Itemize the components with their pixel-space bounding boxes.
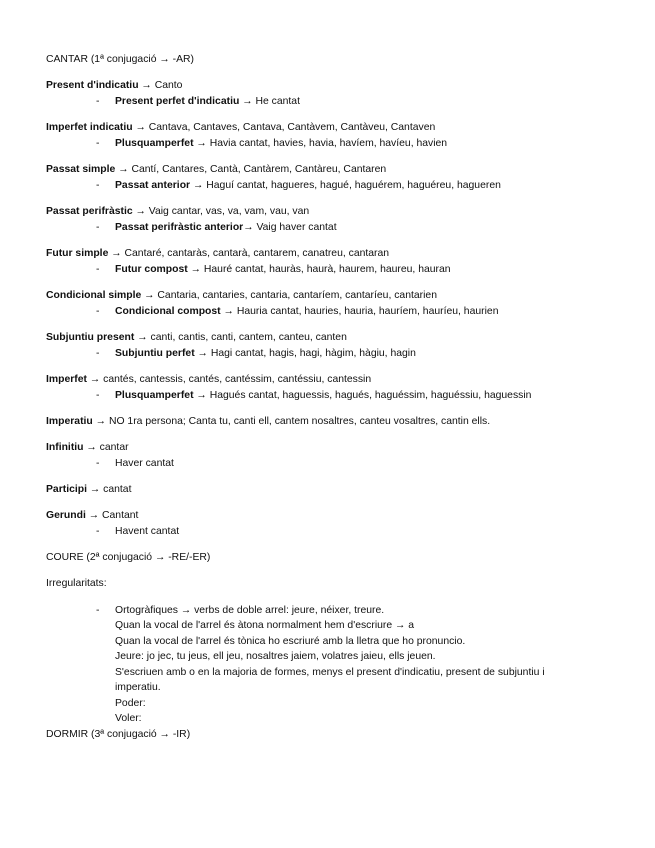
bullet-dash: - [96, 96, 100, 107]
conjugation-text: → Cantaria, cantaries, cantaria, cantaríem, cantaríeu, cantarien [141, 290, 437, 301]
conjugation-text: → Hagués cantat, haguessis, hagués, haguéssim, haguéssiu, haguessin [193, 390, 532, 401]
condicional-compost-line [96, 305, 498, 318]
conjugation-text: → Vaig haver cantat [243, 222, 337, 233]
bullet-dash: - [96, 348, 100, 359]
conjugation-text: → Canto [138, 80, 183, 91]
tense-label: Plusquamperfet [115, 138, 194, 149]
bullet-dash: - [96, 605, 100, 616]
imperatiu-line [46, 415, 490, 428]
passat-anterior-line [96, 179, 501, 192]
tense-label: Infinitiu [46, 442, 84, 453]
conjugation-text: → cantat [87, 484, 132, 495]
note-line: S'escriuen amb o en la majoria de formes, menys el present d'indicatiu, present de subjuntiu i [115, 667, 545, 678]
bullet-dash: - [96, 458, 100, 469]
bullet-dash: - [96, 306, 100, 317]
bullet-dash: - [96, 180, 100, 191]
futur-compost-line [96, 263, 451, 276]
conjugation-text: → NO 1ra persona; Canta tu, canti ell, cantem nosaltres, canteu vosaltres, cantin ells. [92, 416, 491, 427]
cantar-heading: CANTAR (1ª conjugació → -AR) [46, 54, 195, 65]
passat-perifrastic-line [46, 205, 309, 218]
conjugation-text: → Hauria cantat, hauries, hauria, hauríem, hauríeu, haurien [220, 306, 499, 317]
dormir-heading: DORMIR (3ª conjugació → -IR) [46, 729, 191, 740]
bullet-dash: - [96, 222, 100, 233]
participi-line [46, 483, 131, 496]
tense-label: Present d'indicatiu [46, 80, 139, 91]
conjugation-text: → cantés, cantessis, cantés, cantéssim, cantéssiu, cantessin [87, 374, 372, 385]
conjugation-text: → Haguí cantat, hagueres, hagué, haguérem, haguéreu, hagueren [190, 180, 501, 191]
tense-label: Passat perifràstic [46, 206, 133, 217]
present-indicatiu-line [46, 79, 182, 92]
conjugation-text: → Cantava, Cantaves, Cantava, Cantàvem, Cantàveu, Cantaven [132, 122, 436, 133]
conjugation-text: → Vaig cantar, vas, va, vam, vau, van [132, 206, 310, 217]
conjugation-text: → Hauré cantat, hauràs, haurà, haurem, haureu, hauran [187, 264, 451, 275]
note-line: Voler: [115, 713, 142, 724]
tense-label: Passat simple [46, 164, 116, 175]
coure-heading: COURE (2ª conjugació → -RE/-ER) [46, 552, 211, 563]
irregularitats-heading: Irregularitats: [46, 578, 107, 589]
subjuntiu-present-line [46, 331, 347, 344]
passat-simple-line [46, 163, 386, 176]
note-line: Quan la vocal de l'arrel és tònica ho escriuré amb la lletra que ho pronuncio. [115, 636, 466, 647]
conjugation-text: → Cantaré, cantaràs, cantarà, cantarem, canatreu, cantaran [108, 248, 390, 259]
conjugation-text: → Cantí, Cantares, Cantà, Cantàrem, Cantàreu, Cantaren [115, 164, 387, 175]
tense-label: Present perfet d'indicatiu [115, 96, 240, 107]
infinitiu-line [46, 441, 129, 454]
note-line: Poder: [115, 698, 146, 709]
tense-label: Futur compost [115, 264, 188, 275]
tense-label: Futur simple [46, 248, 109, 259]
conjugation-text: → canti, cantis, canti, cantem, canteu, canten [134, 332, 347, 343]
conjugation-text: Havent cantat [115, 526, 180, 537]
imperfet-indicatiu-line [46, 121, 435, 134]
gerundi-line [46, 509, 138, 522]
conjugation-text: → Hagi cantat, hagis, hagi, hàgim, hàgiu, hagin [194, 348, 416, 359]
bullet-dash: - [96, 526, 100, 537]
tense-label: Gerundi [46, 510, 86, 521]
bullet-dash: - [96, 390, 100, 401]
condicional-simple-line [46, 289, 437, 302]
tense-label: Subjuntiu perfet [115, 348, 195, 359]
tense-label: Passat perifràstic anterior [115, 222, 244, 233]
futur-simple-line [46, 247, 389, 260]
tense-label: Imperfet indicatiu [46, 122, 133, 133]
conjugation-text: → Cantant [85, 510, 139, 521]
tense-label: Imperatiu [46, 416, 93, 427]
infinitiu-compost-line [96, 457, 174, 470]
tense-label: Condicional simple [46, 290, 142, 301]
plusquamperfet-line [96, 137, 447, 150]
plusquamperfet-subjuntiu-line [96, 389, 531, 402]
note-line: Jeure: jo jec, tu jeus, ell jeu, nosaltres jaiem, volatres jaieu, ells jeuen. [115, 651, 436, 662]
gerundi-compost-line [96, 525, 179, 538]
tense-label: Subjuntiu present [46, 332, 135, 343]
imperfet-subjuntiu-line [46, 373, 371, 386]
conjugation-text: Haver cantat [115, 458, 174, 469]
note-line: imperatiu. [115, 682, 161, 693]
passat-perifrastic-anterior-line [96, 221, 337, 234]
present-perfet-line [96, 95, 300, 108]
tense-label: Imperfet [46, 374, 87, 385]
tense-label: Participi [46, 484, 87, 495]
subjuntiu-perfet-line [96, 347, 416, 360]
tense-label: Condicional compost [115, 306, 221, 317]
tense-label: Plusquamperfet [115, 390, 194, 401]
conjugation-text: → cantar [83, 442, 129, 453]
bullet-dash: - [96, 264, 100, 275]
note-line: Quan la vocal de l'arrel és àtona normalment hem d'escriure → a [115, 620, 415, 631]
ortografiques-line [96, 604, 384, 617]
bullet-dash: - [96, 138, 100, 149]
tense-label: Passat anterior [115, 180, 191, 191]
conjugation-text: → He cantat [239, 96, 300, 107]
note-text: Ortogràfiques → verbs de doble arrel: jeure, néixer, treure. [115, 605, 385, 616]
conjugation-text: → Havia cantat, havies, havia, havíem, havíeu, havien [193, 138, 448, 149]
